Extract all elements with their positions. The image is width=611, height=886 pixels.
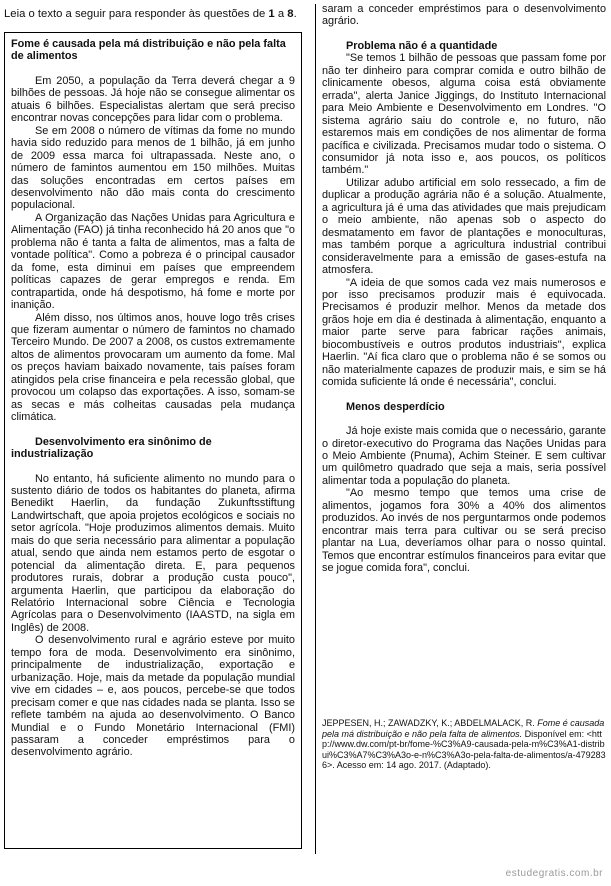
paragraph: Se em 2008 o número de vítimas da fome no mundo havia sido reduzido para menos de 1 bilhão, já em junho de 2009 essa marca foi ultrapassada. Neste ano, o número de famintos aumentou em 150 milhões. Muitas das soluções encontradas em certos países em desenvolvimento não dão mais conta do crescimento populacional. xyxy=(11,124,295,212)
paragraph: Utilizar adubo artificial em solo ressecado, a fim de duplicar a produção agrária não é a solução. Atualmente, a agricultura já é uma das atividades que mais prejudicam o meio ambiente, não apenas sob o aspecto do desmatamento em favor de plantações e monoculturas, mas também porque a agricultura industrial contribui consideravelmente para a emissão de gases-estufa na atmosfera. xyxy=(322,176,606,277)
reference xyxy=(322,718,606,771)
question-to: 8 xyxy=(287,8,294,20)
paragraph: "Se temos 1 bilhão de pessoas que passam fome por não ter dinheiro para comprar comida e outro bilhão de clinicamente obesos, alguma coisa está obviamente errada", alerta Janice Jiggings, do Instituto Internacional para Meio Ambiente e Desenvolvimento em Londres. "O sistema agrário saiu do controle e, no futuro, não estaremos mais em condições de nos alimentar de forma pacífica e civilizada. Precisamos mudar todo o sistema. O consumidor já nota isso e, aos poucos, os políticos também." xyxy=(322,52,606,177)
watermark: estudegratis.com.br xyxy=(505,868,603,879)
section-heading: Menos desperdício xyxy=(346,400,445,413)
section-heading: Problema não é a quantidade xyxy=(346,39,498,52)
paragraph-continuation: saram a conceder empréstimos para o desenvolvimento agrário. xyxy=(322,3,606,28)
article-column-2 xyxy=(322,3,606,715)
paragraph: A Organização das Nações Unidas para Agricultura e Alimentação (FAO) já tinha reconhecido há 20 anos que "o problema não é tanta a falta de alimentos, mas a falta de vontade política". Como a pobreza é o principal causador da fome, esta diminui em países que empreendem políticas capazes de gerar empregos e renda. Em contrapartida, onde há despotismo, há fome e morte por inanição. xyxy=(11,211,295,312)
paragraph: O desenvolvimento rural e agrário esteve por muito tempo fora de moda. Desenvolvimento era sinônimo, principalmente de industrialização, exportação e urbanização. Hoje, mais da metade da população mundial vive em cidades – e, aos poucos, percebe-se que todos precisam comer e que nas cidades nada se planta. Isso se reflete também na ajuda ao desenvolvimento. O Banco Mundial e o Fundo Monetário Internacional (FMI) passaram a conceder empréstimos para o desenvolvimento agrário. xyxy=(11,634,295,759)
reference-access: >. Acesso em: 14 ago. 2017. (Adaptado). xyxy=(327,760,491,771)
reference-title: Fome é causada pela má distribuição e não pela falta de alimentos. xyxy=(322,718,605,739)
instruction-connector: a xyxy=(274,8,288,20)
paragraph: "Ao mesmo tempo que temos uma crise de alimentos, jogamos fora 30% a 40% dos alimentos produzidos. Ao invés de nos perguntarmos onde podemos encontrar mais terra para cultivar ou se será preciso plantar na Lua, deveríamos olhar para o nosso quintal. Temos que encontrar estímulos financeiros para evitar que se jogue comida fora", conclui. xyxy=(322,487,606,575)
paragraph: Em 2050, a população da Terra deverá chegar a 9 bilhões de pessoas. Já hoje não se consegue alimentar os atuais 6 bilhões. Especialistas alertam que será preciso encontrar novas concepções para lidar com o problema. xyxy=(11,74,295,125)
reference-url[interactable]: http://www.dw.com/pt-br/fome-%C3%A9-causada-pela-m%C3%A1-distribui%C3%A7%C3%A3o-e-n%C3%A3o-pela-falta-de-alimentos/a-4792836 xyxy=(322,728,606,771)
question-from: 1 xyxy=(268,8,275,20)
article-box xyxy=(4,32,302,849)
article-title: Fome é causada pela má distribuição e não pela falta de alimentos xyxy=(11,38,286,63)
section-heading: Desenvolvimento era sinônimo de industrialização xyxy=(11,435,212,461)
instruction-line xyxy=(4,7,304,21)
paragraph: No entanto, há suficiente alimento no mundo para o sustento diário de todos os habitantes do planeta, afirma Benedikt Haerlin, da fundação Zukunftsstiftung Landwirtschaft, que apoia projetos ecológicos e sociais no setor agrícola. "Hoje produzimos alimentos demais. Muito mais do que seria necessário para alimentar a população atual, sendo que ainda nem estamos perto de esgotar o potencial da alimentação direta. E, para pequenos produtores rurais, dobrar a produção custa pouco", argumenta Haerlin, que participou da elaboração do Relatório Internacional sobre Ciência e Tecnologia Agrícolas para o Desenvolvimento (IAASTD, na sigla em Inglês) de 2008. xyxy=(11,472,295,634)
reference-available: Disponível em: < xyxy=(524,728,592,739)
column-divider xyxy=(315,4,316,854)
paragraph: Já hoje existe mais comida que o necessário, garante o diretor-executivo do Programa das Nações Unidas para o Meio Ambiente (Pnuma), Achim Steiner. E sem cultivar um quilômetro quadrado que seja a mais, seria possível alimentar toda a população do planeta. xyxy=(322,425,606,487)
paragraph: Além disso, nos últimos anos, houve logo três crises que fizeram aumentar o número de famintos no chamado Terceiro Mundo. De 2007 a 2008, os custos extremamente altos de alimentos provocaram um aumento da fome. Mal os preços haviam baixado novamente, tais países foram atingidos pela crise financeira e pela recessão global, que provocou um colapso das exportações. A isso, somam-se as secas e más colheitas causadas pela mudança climática. xyxy=(11,311,295,424)
paragraph: "A ideia de que somos cada vez mais numerosos e por isso precisamos produzir mais é equivocada. Precisamos é produzir melhor. Menos da metade dos grãos hoje em dia é destinada à alimentação, enquanto a maior parte serve para fabricar rações animais, biocombustíveis e outros produtos industriais", explica Haerlin. "Aí fica claro que o problema não é se somos ou não materialmente capazes de produzir mais, e sim se há comida suficiente lá onde é necessária", conclui. xyxy=(322,276,606,389)
instruction-end: . xyxy=(293,8,297,20)
instruction-text: Leia o texto a seguir para responder às questões de xyxy=(4,8,269,20)
reference-authors: JEPPESEN, H.; ZAWADZKY, K.; ABDELMALACK, R. xyxy=(322,718,535,728)
